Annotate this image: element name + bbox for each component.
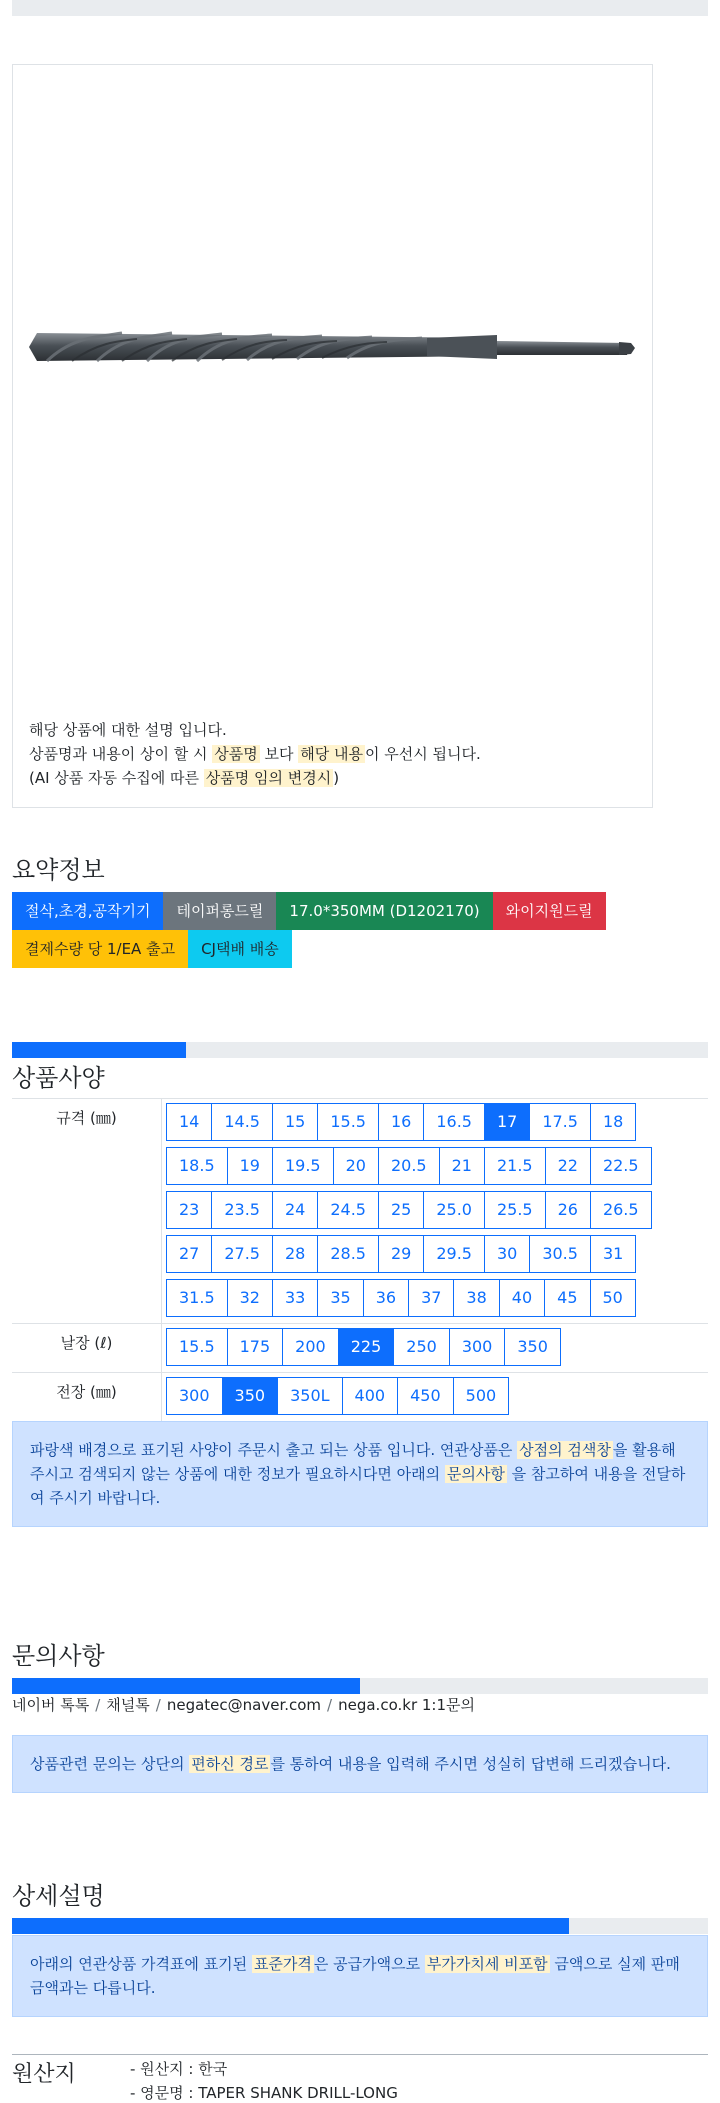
spec-option-button[interactable]: 21 bbox=[439, 1147, 485, 1185]
quantity-badge: 결제수량 당 1/EA 출고 bbox=[12, 930, 188, 968]
spec-option-button[interactable]: 31.5 bbox=[166, 1279, 228, 1317]
spec-option-button[interactable]: 15.5 bbox=[166, 1328, 228, 1366]
website-inquiry-link[interactable]: nega.co.kr 1:1문의 bbox=[338, 1696, 475, 1714]
spec-option-button[interactable]: 20 bbox=[333, 1147, 379, 1185]
inquiry-progress-bar bbox=[12, 1678, 708, 1694]
category-badge: 절삭,초경,공작기기 bbox=[12, 892, 163, 930]
spec-option-button[interactable]: 175 bbox=[227, 1328, 284, 1366]
spec-option-button[interactable]: 31 bbox=[590, 1235, 636, 1273]
origin-section bbox=[12, 2054, 708, 2103]
spec-option-button[interactable]: 22 bbox=[545, 1147, 591, 1185]
spec-option-button[interactable]: 32 bbox=[227, 1279, 273, 1317]
spec-option-button[interactable]: 30.5 bbox=[529, 1235, 591, 1273]
product-image-card bbox=[12, 64, 653, 808]
spec-label: 전장 (㎜) bbox=[12, 1373, 162, 1421]
detail-info-alert: 아래의 연관상품 가격표에 표기된 표준가격 은 공급가액으로 부가가치세 비포함 금액으로 실제 판매금액과는 다릅니다. bbox=[12, 1935, 708, 2017]
spec-table bbox=[12, 1098, 708, 1422]
spec-option-button[interactable]: 25.5 bbox=[484, 1191, 546, 1229]
channeltalk-link[interactable]: 채널톡 bbox=[106, 1696, 150, 1714]
spec-option-button[interactable]: 26 bbox=[545, 1191, 591, 1229]
size-code-badge: 17.0*350MM (D1202170) bbox=[276, 892, 492, 930]
spec-option-button[interactable]: 225 bbox=[338, 1328, 395, 1366]
spec-option-button[interactable]: 27 bbox=[166, 1235, 212, 1273]
spec-option-button[interactable]: 350L bbox=[277, 1377, 342, 1415]
detail-progress-bar bbox=[12, 1918, 708, 1934]
spec-option-button[interactable]: 37 bbox=[408, 1279, 454, 1317]
spec-option-button[interactable]: 45 bbox=[544, 1279, 590, 1317]
spec-option-button[interactable]: 33 bbox=[272, 1279, 318, 1317]
spec-option-button[interactable]: 400 bbox=[342, 1377, 399, 1415]
spec-option-button[interactable]: 38 bbox=[453, 1279, 499, 1317]
notice-line-2: 상품명과 내용이 상이 할 시 상품명 보다 해당 내용 이 우선시 됩니다. bbox=[29, 745, 481, 763]
spec-option-button[interactable]: 28.5 bbox=[317, 1235, 379, 1273]
spec-option-button[interactable]: 14 bbox=[166, 1103, 212, 1141]
spec-option-button[interactable]: 50 bbox=[590, 1279, 636, 1317]
contact-channels: 네이버 톡톡 / 채널톡 / negatec@naver.com / nega.co.kr 1:1문의 bbox=[12, 1696, 475, 1714]
spec-option-button[interactable]: 19.5 bbox=[272, 1147, 334, 1185]
spec-option-button[interactable]: 36 bbox=[363, 1279, 409, 1317]
naver-talktalk-link[interactable]: 네이버 톡톡 bbox=[12, 1696, 90, 1714]
spec-option-button[interactable]: 19 bbox=[227, 1147, 273, 1185]
spec-option-button[interactable]: 20.5 bbox=[378, 1147, 440, 1185]
spec-option-button[interactable]: 26.5 bbox=[590, 1191, 652, 1229]
spec-option-button[interactable]: 14.5 bbox=[211, 1103, 273, 1141]
spec-progress-bar bbox=[12, 1042, 708, 1058]
spec-option-button[interactable]: 18 bbox=[590, 1103, 636, 1141]
spec-option-button[interactable]: 300 bbox=[449, 1328, 506, 1366]
top-progress-bar bbox=[12, 0, 708, 16]
spec-option-button[interactable]: 29.5 bbox=[423, 1235, 485, 1273]
spec-option-button[interactable]: 450 bbox=[397, 1377, 454, 1415]
spec-option-button[interactable]: 300 bbox=[166, 1377, 223, 1415]
spec-option-button[interactable]: 40 bbox=[499, 1279, 545, 1317]
spec-row-flute-length bbox=[12, 1324, 708, 1373]
spec-option-button[interactable]: 29 bbox=[378, 1235, 424, 1273]
spec-option-button[interactable]: 350 bbox=[504, 1328, 561, 1366]
spec-option-button[interactable]: 17.5 bbox=[529, 1103, 591, 1141]
spec-option-button[interactable]: 30 bbox=[484, 1235, 530, 1273]
spec-option-button[interactable]: 15.5 bbox=[317, 1103, 379, 1141]
brand-badge: 와이지원드릴 bbox=[493, 892, 606, 930]
spec-option-button[interactable]: 18.5 bbox=[166, 1147, 228, 1185]
spec-row-diameter bbox=[12, 1099, 708, 1324]
spec-option-button[interactable]: 25 bbox=[378, 1191, 424, 1229]
taper-shank-drill-image bbox=[27, 317, 647, 377]
spec-row-total-length bbox=[12, 1373, 708, 1422]
spec-option-button[interactable]: 15 bbox=[272, 1103, 318, 1141]
spec-option-button[interactable]: 350 bbox=[222, 1377, 279, 1415]
origin-country: - 원산지 : 한국 bbox=[130, 2060, 228, 2078]
product-type-badge: 테이퍼롱드릴 bbox=[163, 892, 276, 930]
notice-line-3: (AI 상품 자동 수집에 따른 상품명 임의 변경시 ) bbox=[29, 769, 340, 787]
spec-option-button[interactable]: 22.5 bbox=[590, 1147, 652, 1185]
spec-option-button[interactable]: 500 bbox=[453, 1377, 510, 1415]
spec-option-button[interactable]: 25.0 bbox=[423, 1191, 485, 1229]
notice-line-1: 해당 상품에 대한 설명 입니다. bbox=[29, 721, 227, 739]
spec-option-button[interactable]: 24 bbox=[272, 1191, 318, 1229]
spec-option-button[interactable]: 23 bbox=[166, 1191, 212, 1229]
spec-label: 규격 (㎜) bbox=[12, 1099, 162, 1323]
spec-title: 상품사양 bbox=[12, 1064, 105, 1092]
spec-option-button[interactable]: 21.5 bbox=[484, 1147, 546, 1185]
shipping-badge: CJ택배 배송 bbox=[188, 930, 292, 968]
spec-option-button[interactable]: 16 bbox=[378, 1103, 424, 1141]
summary-badges bbox=[12, 892, 672, 968]
spec-option-button[interactable]: 35 bbox=[317, 1279, 363, 1317]
spec-label: 날장 (ℓ) bbox=[12, 1324, 162, 1372]
detail-title: 상세설명 bbox=[12, 1882, 105, 1910]
inquiry-title: 문의사항 bbox=[12, 1642, 105, 1670]
spec-info-alert: 파랑색 배경으로 표기된 사양이 주문시 출고 되는 상품 입니다. 연관상품은 상점의 검색창 을 활용해 주시고 검색되지 않는 상품에 대한 정보가 필요하시다면 아래의 문의사항 을 참고하여 내용을 전달하여 주시기 바랍니다. bbox=[12, 1421, 708, 1527]
spec-option-button[interactable]: 28 bbox=[272, 1235, 318, 1273]
summary-title: 요약정보 bbox=[12, 856, 105, 884]
spec-option-button[interactable]: 24.5 bbox=[317, 1191, 379, 1229]
spec-option-button[interactable]: 250 bbox=[393, 1328, 450, 1366]
product-notice bbox=[29, 718, 481, 790]
spec-option-button[interactable]: 23.5 bbox=[211, 1191, 273, 1229]
origin-english-name: - 영문명 : TAPER SHANK DRILL-LONG bbox=[130, 2084, 398, 2102]
spec-option-button[interactable]: 27.5 bbox=[211, 1235, 273, 1273]
spec-option-button[interactable]: 200 bbox=[282, 1328, 339, 1366]
email-link[interactable]: negatec@naver.com bbox=[166, 1696, 322, 1714]
origin-label: 원산지 bbox=[12, 2062, 76, 2087]
inquiry-info-alert: 상품관련 문의는 상단의 편하신 경로 를 통하여 내용을 입력해 주시면 성실히 답변해 드리겠습니다. bbox=[12, 1735, 708, 1793]
spec-option-button[interactable]: 16.5 bbox=[423, 1103, 485, 1141]
spec-option-button[interactable]: 17 bbox=[484, 1103, 530, 1141]
